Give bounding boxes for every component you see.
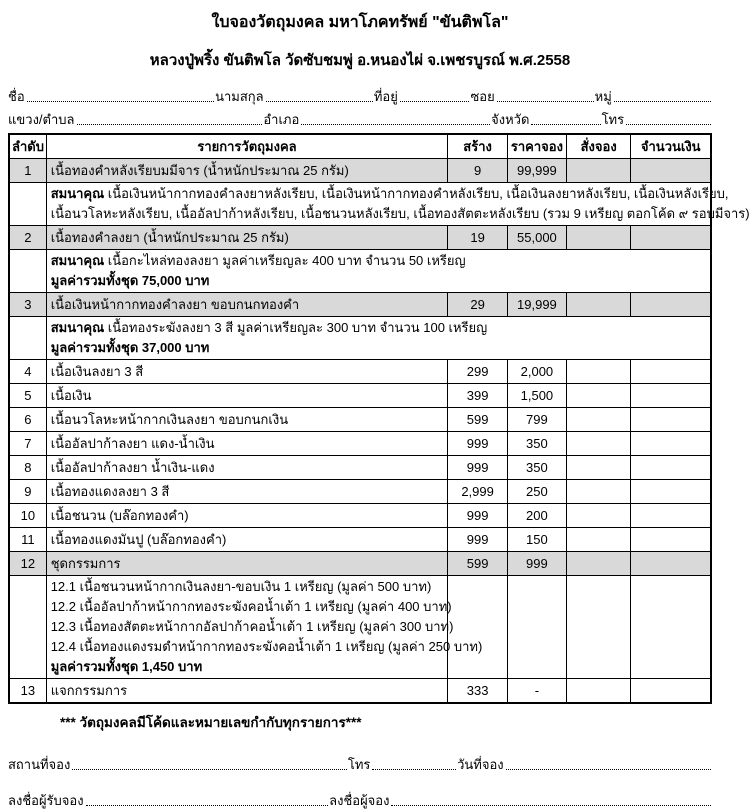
row-number: 13 — [9, 679, 46, 704]
made-count: 399 — [448, 384, 508, 408]
col-header-made: สร้าง — [448, 134, 508, 159]
col-header-amount: จำนวนเงิน — [631, 134, 711, 159]
col-header-order: สั่งจอง — [566, 134, 631, 159]
order-qty-cell[interactable] — [566, 679, 631, 704]
first-name-label: ชื่อ — [8, 89, 25, 104]
made-count: 599 — [448, 552, 508, 576]
address-input[interactable] — [400, 100, 470, 102]
order-qty-cell[interactable] — [566, 384, 631, 408]
item-description: เนื้อทองแดงลงยา 3 สี — [46, 480, 448, 504]
bonus-note — [46, 250, 711, 293]
item-description: เนื้ออัลปาก้าลงยา แดง-น้ำเงิน — [46, 432, 448, 456]
item-row-3 — [9, 293, 711, 317]
receiver-signature-label: ลงชื่อผู้รับจอง — [8, 793, 84, 808]
note-line: มูลค่ารวมทั้งชุด 37,000 บาท — [50, 340, 210, 355]
subdistrict-label: แขวง/ตำบล — [8, 112, 75, 127]
reserve-price: 19,999 — [507, 293, 566, 317]
item-row-7 — [9, 432, 711, 456]
made-count: 299 — [448, 360, 508, 384]
col-header-price: ราคาจอง — [507, 134, 566, 159]
booker-signature-label: ลงชื่อผู้จอง — [329, 793, 390, 808]
order-table-body — [9, 159, 750, 704]
field-last-name — [215, 89, 374, 105]
made-spacer — [448, 576, 508, 679]
bonus-label: สมนาคุณ — [50, 320, 105, 335]
field-first-name — [8, 89, 215, 105]
note-index-spacer — [9, 576, 46, 679]
row-number: 8 — [9, 456, 46, 480]
item-description: เนื้อเงินหน้ากากทองคำลงยา ขอบกนกทองคำ — [46, 293, 448, 317]
note-line: 12.1 เนื้อชนวนหน้ากากเงินลงยา-ขอบเงิน 1 เหรียญ (มูลค่า 500 บาท) — [50, 579, 432, 594]
item-row-10 — [9, 504, 711, 528]
made-count: 333 — [448, 679, 508, 704]
bonus-label: สมนาคุณ — [50, 253, 105, 268]
booking-date-label: วันที่จอง — [457, 757, 504, 772]
row-number: 5 — [9, 384, 46, 408]
field-soi — [470, 89, 594, 105]
item-row-2 — [9, 226, 711, 250]
item-description: ชุดกรรมการ — [46, 552, 448, 576]
note-line: สมนาคุณ เนื้อกะไหล่ทองลงยา มูลค่าเหรียญละ 400 บาท จำนวน 50 เหรียญ — [50, 253, 466, 268]
reserve-price: 250 — [507, 480, 566, 504]
table-header-row — [9, 134, 711, 159]
row-number: 12 — [9, 552, 46, 576]
amount-cell[interactable] — [631, 226, 711, 250]
made-count: 599 — [448, 408, 508, 432]
last-name-input[interactable] — [266, 100, 373, 102]
item-description: เนื้อทองแดงมันปู (บล๊อกทองคำ) — [46, 528, 448, 552]
note-line: สมนาคุณ เนื้อเงินหน้ากากทองคำลงยาหลังเรียบ, เนื้อเงินหน้ากากทองคำหลังเรียบ, เนื้อเงินลงยาหลังเรียบ, เนื้อเงินหลังเรียบ, — [50, 186, 729, 201]
soi-label: ซอย — [470, 89, 495, 104]
signature-line — [8, 783, 712, 809]
row-number: 7 — [9, 432, 46, 456]
receiver-signature-input[interactable] — [86, 804, 329, 806]
phone-input[interactable] — [626, 123, 711, 125]
booking-place-label: สถานที่จอง — [8, 757, 71, 772]
row-number: 11 — [9, 528, 46, 552]
note-line: สมนาคุณ เนื้อทองระฆังลงยา 3 สี มูลค่าเหรียญละ 300 บาท จำนวน 100 เหรียญ — [50, 320, 488, 335]
bonus-note — [46, 183, 750, 226]
made-count: 9 — [448, 159, 508, 183]
amount-cell[interactable] — [631, 679, 711, 704]
booking-phone-input[interactable] — [372, 768, 456, 770]
reserve-price: 99,999 — [507, 159, 566, 183]
item-description: เนื้อนวโลหะหน้ากากเงินลงยา ขอบกนกเงิน — [46, 408, 448, 432]
item-description: แจกกรรมการ — [46, 679, 448, 704]
field-address — [374, 89, 471, 105]
item-row-8 — [9, 456, 711, 480]
note-index-spacer — [9, 317, 46, 360]
reserve-price: 999 — [507, 552, 566, 576]
field-phone — [602, 112, 712, 128]
amount-cell[interactable] — [631, 480, 711, 504]
order-qty-cell[interactable] — [566, 528, 631, 552]
item-description: เนื้อเงินลงยา 3 สี — [46, 360, 448, 384]
row-number: 2 — [9, 226, 46, 250]
col-header-index: ลำดับ — [9, 134, 46, 159]
item-row-5 — [9, 384, 711, 408]
row-number: 9 — [9, 480, 46, 504]
row-number: 3 — [9, 293, 46, 317]
note-line: เนื้อนวโลหะหลังเรียบ, เนื้ออัลปาก้าหลังเรียบ, เนื้อชนวนหลังเรียบ, เนื้อทองสัตตะหลังเรียบ (รวม 9 เหรียญ ตอกโค้ด ๙ รอบมีจาร) — [50, 206, 750, 221]
amount-cell[interactable] — [631, 360, 711, 384]
field-moo — [595, 89, 712, 105]
item-description: เนื้อทองคำหลังเรียบมมีจาร (น้ำหนักประมาณ 25 กรัม) — [46, 159, 448, 183]
order-qty-cell[interactable] — [566, 408, 631, 432]
item-description: เนื้อทองคำลงยา (น้ำหนักประมาณ 25 กรัม) — [46, 226, 448, 250]
order-table — [8, 133, 750, 704]
note-row-1 — [9, 183, 711, 226]
booking-footer — [8, 747, 712, 809]
note-index-spacer — [9, 183, 46, 226]
booking-place-input[interactable] — [72, 768, 347, 770]
field-booking-phone — [348, 757, 457, 773]
personal-info-line-2 — [8, 105, 712, 128]
province-label: จังหวัด — [491, 112, 530, 127]
field-province — [491, 112, 601, 128]
moo-label: หมู่ — [594, 89, 612, 104]
item-row-4 — [9, 360, 711, 384]
made-count: 999 — [448, 528, 508, 552]
note-index-spacer — [9, 250, 46, 293]
booking-date-input[interactable] — [506, 768, 711, 770]
reserve-price: 799 — [507, 408, 566, 432]
order-qty-cell[interactable] — [566, 552, 631, 576]
amount-cell[interactable] — [631, 504, 711, 528]
field-booking-place — [8, 757, 348, 773]
note-line: มูลค่ารวมทั้งชุด 1,450 บาท — [50, 659, 203, 674]
note-row-2 — [9, 250, 711, 293]
district-label: อำเภอ — [263, 112, 300, 127]
order-qty-cell[interactable] — [566, 432, 631, 456]
amount-cell[interactable] — [631, 552, 711, 576]
item-row-6 — [9, 408, 711, 432]
note-line: 12.4 เนื้อทองแดงรมดำหน้ากากทองระฆังคอน้ำเต้า 1 เหรียญ (มูลค่า 250 บาท) — [50, 639, 483, 654]
amount-cell[interactable] — [631, 293, 711, 317]
address-label: ที่อยู่ — [373, 89, 398, 104]
col-header-item: รายการวัตถุมงคล — [46, 134, 448, 159]
order-qty-cell[interactable] — [566, 293, 631, 317]
order-qty-cell[interactable] — [566, 226, 631, 250]
reserve-price: 350 — [507, 456, 566, 480]
row-number: 10 — [9, 504, 46, 528]
item-description: เนื้อชนวน (บล๊อกทองคำ) — [46, 504, 448, 528]
item-row-13 — [9, 679, 711, 704]
field-district — [263, 112, 491, 128]
made-count: 19 — [448, 226, 508, 250]
made-count: 2,999 — [448, 480, 508, 504]
made-count: 999 — [448, 504, 508, 528]
amount-cell[interactable] — [631, 528, 711, 552]
row-number: 4 — [9, 360, 46, 384]
page-subtitle: หลวงปู่พริ้ง ขันติพโล วัดซับชมพู่ อ.หนองไผ่ จ.เพชรบูรณ์ พ.ศ.2558 — [149, 52, 571, 69]
note-line: 12.3 เนื้อทองสัตตะหน้ากากอัลปาก้าคอน้ำเต้า 1 เหรียญ (มูลค่า 300 บาท) — [50, 619, 454, 634]
reserve-price: 350 — [507, 432, 566, 456]
bonus-label: สมนาคุณ — [50, 186, 105, 201]
reserve-price: 55,000 — [507, 226, 566, 250]
field-subdistrict — [8, 112, 263, 128]
phone-label: โทร — [601, 112, 625, 127]
note-row-3 — [9, 317, 711, 360]
personal-info-line-1 — [8, 82, 712, 105]
reserve-price: 2,000 — [507, 360, 566, 384]
item-row-1 — [9, 159, 711, 183]
field-booker-signature — [329, 793, 712, 809]
item-row-12 — [9, 552, 711, 576]
reserve-price: - — [507, 679, 566, 704]
order-qty-cell[interactable] — [566, 504, 631, 528]
amount-cell[interactable] — [631, 456, 711, 480]
district-input[interactable] — [301, 123, 490, 125]
amount-cell[interactable] — [631, 408, 711, 432]
first-name-input[interactable] — [27, 100, 214, 102]
page-title: ใบจองวัตถุมงคล มหาโภคทรัพย์ "ขันติพโล" — [211, 14, 509, 31]
item-row-9 — [9, 480, 711, 504]
field-receiver-signature — [8, 793, 329, 809]
amount-cell[interactable] — [631, 432, 711, 456]
row-number: 1 — [9, 159, 46, 183]
reserve-price: 200 — [507, 504, 566, 528]
note-line: มูลค่ารวมทั้งชุด 75,000 บาท — [50, 273, 210, 288]
item-row-11 — [9, 528, 711, 552]
bonus-note — [46, 317, 711, 360]
province-input[interactable] — [531, 123, 600, 125]
subdistrict-input[interactable] — [77, 123, 263, 125]
booker-signature-input[interactable] — [391, 804, 711, 806]
order-qty-cell[interactable] — [566, 456, 631, 480]
order-qty-cell[interactable] — [566, 480, 631, 504]
note-row-12 — [9, 576, 711, 679]
note-line: 12.2 เนื้ออัลปาก้าหน้ากากทองระฆังคอน้ำเต้า 1 เหรียญ (มูลค่า 400 บาท) — [50, 599, 452, 614]
order-qty-cell[interactable] — [566, 159, 631, 183]
soi-input[interactable] — [497, 100, 594, 102]
made-count: 29 — [448, 293, 508, 317]
field-booking-date — [457, 757, 712, 773]
booking-phone-label: โทร — [347, 757, 371, 772]
code-footnote: *** วัตถุมงคลมีโค้ดและหมายเลขกำกับทุกรายการ*** — [60, 715, 362, 730]
reserve-price: 150 — [507, 528, 566, 552]
booking-info-line — [8, 747, 712, 773]
item-description: เนื้ออัลปาก้าลงยา น้ำเงิน-แดง — [46, 456, 448, 480]
order-spacer — [566, 576, 631, 679]
made-count: 999 — [448, 432, 508, 456]
item-description: เนื้อเงิน — [46, 384, 448, 408]
reserve-price: 1,500 — [507, 384, 566, 408]
price-spacer — [507, 576, 566, 679]
subitems-note — [46, 576, 483, 679]
amount-spacer — [631, 576, 711, 679]
row-number: 6 — [9, 408, 46, 432]
amount-cell[interactable] — [631, 384, 711, 408]
order-qty-cell[interactable] — [566, 360, 631, 384]
last-name-label: นามสกุล — [215, 89, 264, 104]
amount-cell[interactable] — [631, 159, 711, 183]
moo-input[interactable] — [614, 100, 711, 102]
made-count: 999 — [448, 456, 508, 480]
